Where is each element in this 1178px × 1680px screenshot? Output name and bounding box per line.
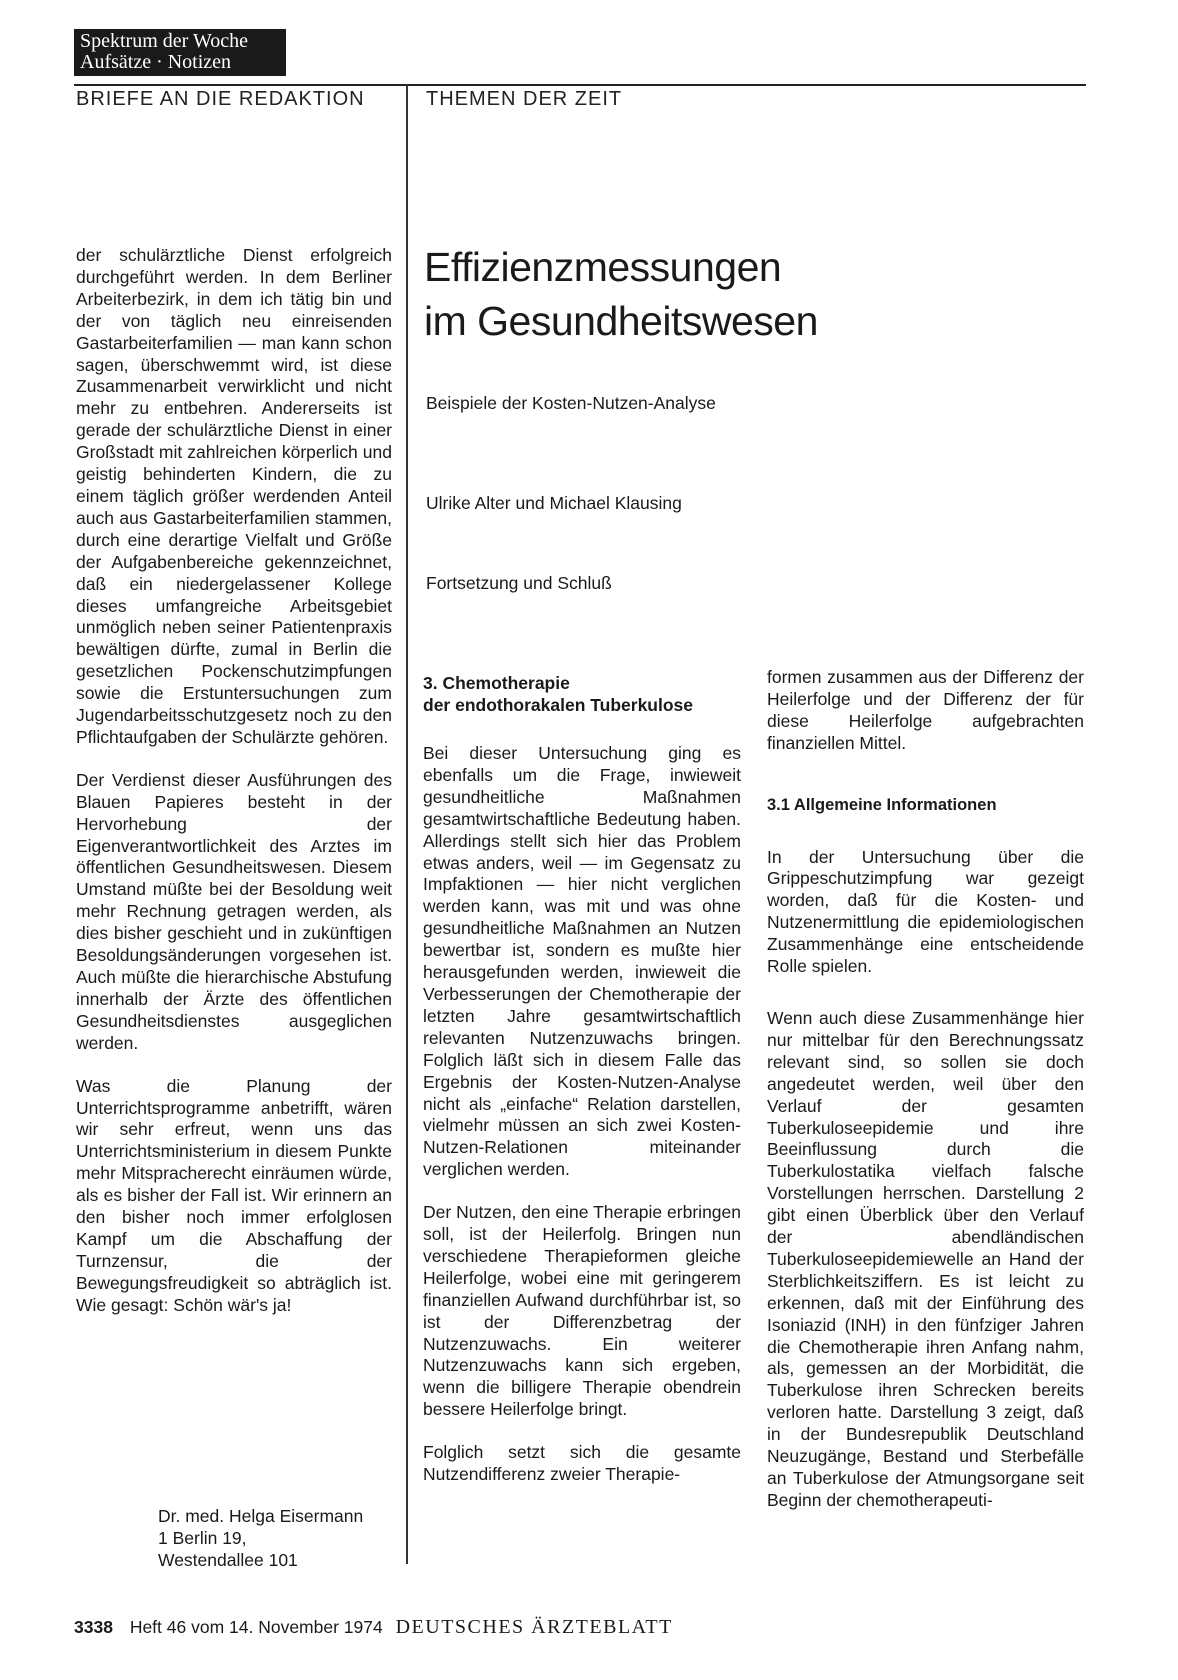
article-column-right <box>767 667 1084 1512</box>
page-footer <box>74 1616 673 1639</box>
letter-paragraph: Was die Planung der Unterrichtsprogramme anbetrifft, wären wir sehr erfreut, wenn uns das Unterrichtsministerium in diesem Punkte mehr Mitspracherecht einräumen würde, als es bisher der Fall ist. Wir erinnern an den bisher noch immer erfolglosen Kampf um die Abschaffung der Turnzensur, die der Bewegungsfreudigkeit so abträglich ist. Wie gesagt: Schön wär's ja! <box>76 1075 392 1315</box>
top-rule <box>74 84 1086 86</box>
section-heading-3-1: 3.1 Allgemeine Informationen <box>767 795 997 814</box>
masthead-logo <box>74 29 286 76</box>
article-subtitle: Beispiele der Kosten-Nutzen-Analyse <box>426 393 716 413</box>
article-paragraph: Der Nutzen, den eine Therapie erbringen soll, ist der Heilerfolg. Bringen nun verschiedene Therapieformen gleiche Heilerfolge, wobei eine mit geringerem finanziellen Aufwand durchführbar ist, so ist der Differenzbetrag der Nutzenzuwachs. Ein weiterer Nutzenzuwachs kann sich ergeben, wenn die billigere Therapie obendrein bessere Heilerfolge bringt. <box>423 1202 741 1420</box>
article-title-line-1: Effizienzmessungen <box>424 244 782 290</box>
column-divider <box>406 84 408 1564</box>
section-heading-3 <box>423 672 693 716</box>
section-label-topics: THEMEN DER ZEIT <box>426 88 623 110</box>
section-heading-3-line-1: 3. Chemotherapie <box>423 673 570 693</box>
section-label-letters: BRIEFE AN DIE REDAKTION <box>76 88 365 110</box>
article-paragraph: Bei dieser Untersuchung ging es ebenfalls um die Frage, inwieweit gesundheitliche Maßnahmen gesamtwirtschaftliche Bedeutung haben. Allerdings stellt sich hier das Problem etwas anders, weil — im Gegensatz zu Impfaktionen — hier nicht verglichen werden kann, was mit und was ohne gesundheitliche Maßnahmen an Nutzen bewertbar ist, sondern es mußte hier herausgefunden werden, inwieweit die Verbesserungen der Chemotherapie der letzten Jahre gesamtwirtschaftlich relevanten Nutzenzuwachs bringen. Folglich läßt sich in diesem Falle das Ergebnis der Kosten-Nutzen-Analyse nicht als „einfache“ Relation darstellen, vielmehr müssen an sich zwei Kosten-Nutzen-Relationen miteinander verglichen werden. <box>423 743 741 1180</box>
page-number: 3338 <box>74 1617 113 1637</box>
article-paragraph: In der Untersuchung über die Grippeschutzimpfung war gezeigt worden, daß für die Kosten- und Nutzenermittlung die epidemiologischen Zusammenhänge eine entscheidende Rolle spielen. <box>767 846 1084 977</box>
article-paragraph: Folglich setzt sich die gesamte Nutzendifferenz zweier Therapie- <box>423 1442 741 1485</box>
letter-signature <box>158 1505 363 1571</box>
letter-paragraph: Der Verdienst dieser Ausführungen des Blauen Papieres besteht in der Hervorhebung der Eigenverantwortlichkeit des Arztes im öffentlichen Gesundheitswesen. Diesem Umstand müßte bei der Besoldung weit mehr Rechnung getragen werden, als dies bisher geschieht und in zukünftigen Besoldungsänderungen vorgesehen ist. Auch müßte die hierarchische Abstufung innerhalb der Ärzte des öffentlichen Gesundheitsdienstes ausgeglichen werden. <box>76 769 392 1053</box>
article-paragraph: formen zusammen aus der Differenz der Heilerfolge und der Differenz der für diese Heilerfolge aufgebrachten finanziellen Mittel. <box>767 667 1084 753</box>
article-authors: Ulrike Alter und Michael Klausing <box>426 493 682 513</box>
signature-address-line-1: 1 Berlin 19, <box>158 1528 247 1548</box>
signature-address-line-2: Westendallee 101 <box>158 1550 298 1570</box>
article-column-middle <box>423 743 741 1486</box>
signature-name: Dr. med. Helga Eisermann <box>158 1506 364 1526</box>
section-heading-3-line-2: der endothorakalen Tuberkulose <box>423 695 694 715</box>
article-continuation-note: Fortsetzung und Schluß <box>426 573 612 593</box>
issue-info: Heft 46 vom 14. November 1974 <box>129 1617 383 1637</box>
article-paragraph: Wenn auch diese Zusammenhänge hier nur mittelbar für den Berechnungssatz relevant sind, so sollen sie doch angedeutet werden, weil über den Verlauf der gesamten Tuberkuloseepidemie und ihre Beeinflussung durch die Tuberkulostatika vielfach falsche Vorstellungen herrschen. Darstellung 2 gibt einen Überblick über den Verlauf der abendländischen Tuberkuloseepidemiewelle an Hand der Sterblichkeitsziffern. Es ist leicht zu erkennen, daß mit der Einführung des Isoniazid (INH) in den fünfziger Jahren die Chemotherapie ihren Anfang nahm, als, gemessen an der Morbidität, die Tuberkulose ihren Schrecken bereits verloren hatte. Darstellung 3 zeigt, daß in der Bundesrepublik Deutschland Neuzugänge, Bestand und Sterbefälle an Tuberkulose der Atmungsorgane seit Beginn der chemotherapeuti- <box>767 1007 1084 1510</box>
letter-column <box>76 245 392 1317</box>
article-title-line-2: im Gesundheitswesen <box>424 298 818 344</box>
journal-name: DEUTSCHES ÄRZTEBLATT <box>395 1616 673 1638</box>
letter-paragraph: der schulärztliche Dienst erfolgreich durchgeführt werden. In dem Berliner Arbeiterbezirk, in dem ich tätig bin und der von täglich neu einreisenden Gastarbeiterfamilien — man kann schon sagen, überschwemmt wird, ist diese Zusammenarbeit verwirklicht und nicht mehr zu entbehren. Andererseits ist gerade der schulärztliche Dienst in einer Großstadt mit zahlreichen körperlich und geistig behinderten Kindern, die zu einem täglich größer werdenden Anteil auch aus Gastarbeiterfamilien stammen, durch eine derartige Vielfalt und Größe der Aufgabenbereiche gekennzeichnet, daß ein niedergelassener Kollege dieses umfangreiche Arbeitsgebiet unmöglich neben seiner Patientenpraxis bewältigen dürfte, zumal in Berlin die gesetzlichen Pockenschutzimpfungen sowie die Erstuntersuchungen zum Jugendarbeitsschutzgesetz noch zu den Pflichtaufgaben der Schulärzte gehören. <box>76 245 392 747</box>
article-title <box>424 240 818 348</box>
masthead-line-1: Spektrum der Woche <box>80 30 248 52</box>
masthead-line-2: Aufsätze · Notizen <box>80 51 232 73</box>
